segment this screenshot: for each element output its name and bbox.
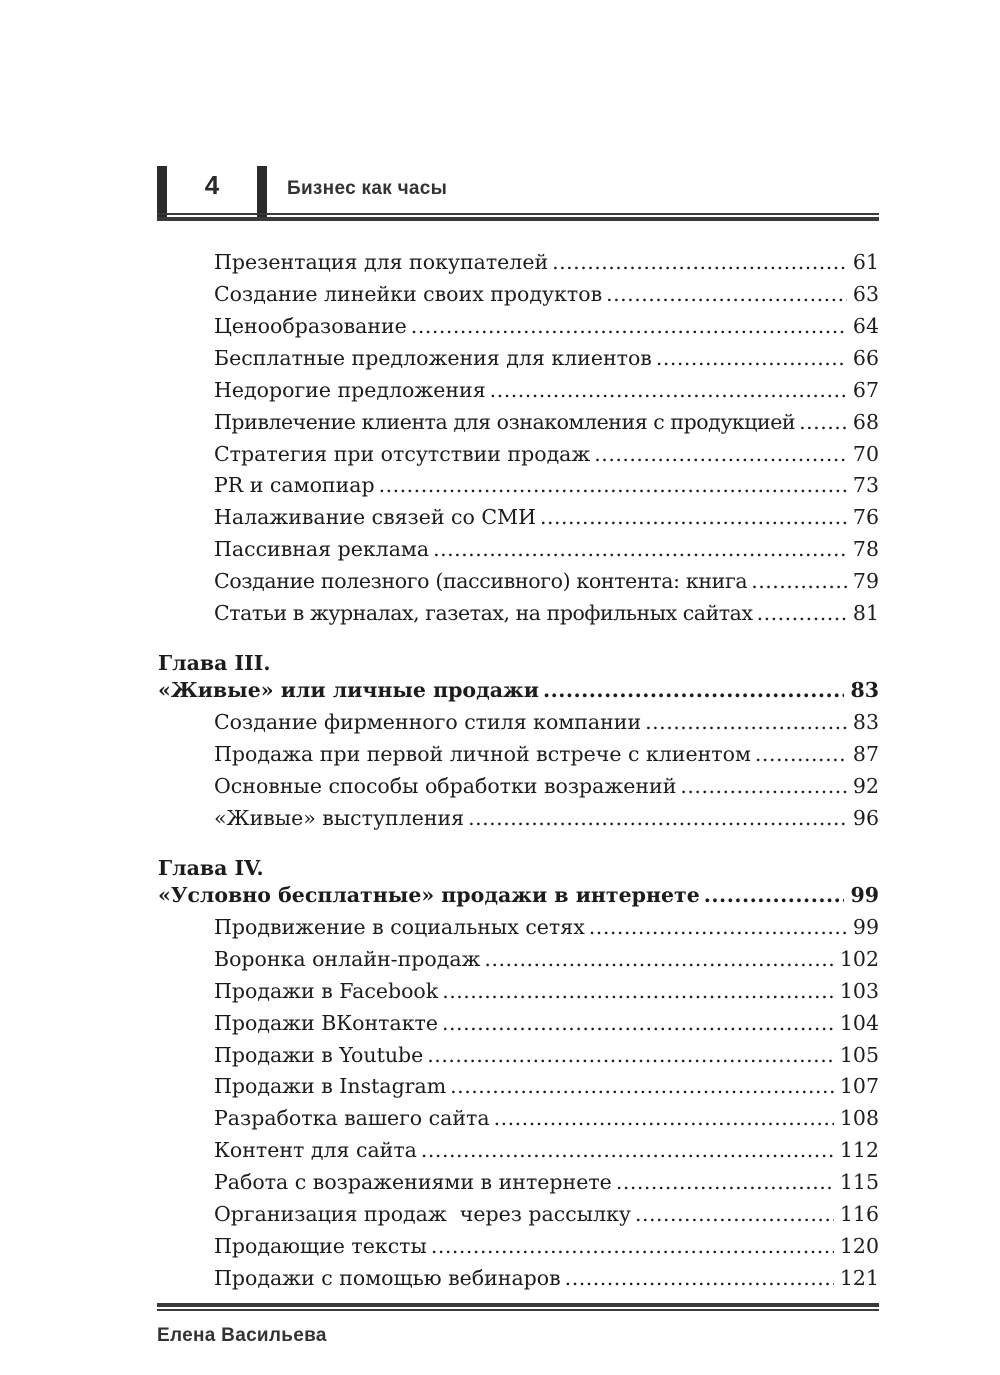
toc-entry[interactable]	[214, 375, 879, 405]
running-title: Бизнес как часы	[287, 178, 448, 199]
page-number: 4	[204, 170, 220, 200]
footer-rule-thin	[157, 1309, 879, 1311]
toc-entry-page: 121	[839, 1266, 879, 1290]
toc-dot-leader	[755, 739, 847, 769]
toc-entry[interactable]	[214, 279, 879, 309]
toc-entry-page: 102	[839, 947, 879, 971]
toc-entry-page: 92	[852, 774, 879, 798]
toc-entry-title: Презентация для покупателей	[214, 250, 549, 274]
toc-entry[interactable]	[214, 1071, 879, 1101]
toc-dot-leader	[635, 1199, 834, 1229]
toc-chapter-entry[interactable]	[158, 675, 879, 705]
toc-dot-leader	[411, 311, 847, 341]
toc-entry-page: 83	[852, 710, 879, 734]
toc-dot-leader	[606, 279, 847, 309]
toc-dot-leader	[490, 375, 847, 405]
toc-dot-leader	[757, 598, 847, 628]
toc-entry[interactable]	[214, 976, 879, 1006]
header-rule-thick	[157, 217, 879, 221]
toc-entry-page: 73	[852, 473, 879, 497]
toc-dot-leader	[680, 771, 847, 801]
toc-dot-leader	[751, 566, 847, 596]
toc-entry[interactable]	[214, 739, 879, 769]
toc-dot-leader	[427, 1040, 834, 1070]
toc-entry[interactable]	[214, 707, 879, 737]
toc-entry[interactable]	[214, 343, 879, 373]
toc-entry-page: 115	[839, 1170, 879, 1194]
toc-dot-leader	[543, 675, 845, 705]
toc-entry-title: Воронка онлайн-продаж	[214, 947, 481, 971]
toc-entry-title: Статьи в журналах, газетах, на профильных сайтах	[214, 601, 753, 625]
toc-dot-leader	[421, 1135, 834, 1165]
toc-entry-title: Создание полезного (пассивного) контента: книга	[214, 569, 748, 593]
toc-entry-title: Продажа при первой личной встрече с клиентом	[214, 742, 751, 766]
toc-entry-title: Недорогие предложения	[214, 378, 486, 402]
toc-dot-leader	[589, 912, 847, 942]
toc-entry-page: 104	[839, 1011, 879, 1035]
toc-entry[interactable]	[214, 598, 879, 628]
author-name: Елена Васильева	[157, 1325, 327, 1346]
header-bar-left	[157, 166, 167, 217]
toc-entry-title: Продажи в Youtube	[214, 1043, 424, 1067]
toc-entry-page: 116	[839, 1202, 879, 1226]
toc-entry[interactable]	[214, 566, 879, 596]
toc-entry[interactable]	[214, 1040, 879, 1070]
toc-entry-title: Продажи в Facebook	[214, 979, 439, 1003]
toc-entry-page: 105	[839, 1043, 879, 1067]
toc-entry-title: Работа с возражениями в интернете	[214, 1170, 612, 1194]
toc-dot-leader	[565, 1263, 834, 1293]
toc-dot-leader	[450, 1071, 834, 1101]
toc-entry-title: Бесплатные предложения для клиентов	[214, 346, 652, 370]
toc-dot-leader	[442, 976, 834, 1006]
toc-entry[interactable]	[214, 771, 879, 801]
chapter-label: Глава IV.	[158, 856, 264, 880]
header-bar-separator	[257, 166, 267, 217]
toc-entry[interactable]	[214, 1199, 879, 1229]
footer-rule-thick	[157, 1303, 879, 1307]
toc-entry-title: PR и самопиар	[214, 473, 375, 497]
toc-entry-page: 63	[852, 282, 879, 306]
toc-entry[interactable]	[214, 311, 879, 341]
toc-chapter-title: «Живые» или личные продажи	[158, 678, 539, 702]
toc-entry-title: Продажи ВКонтакте	[214, 1011, 439, 1035]
toc-dot-leader	[594, 439, 847, 469]
toc-dot-leader	[616, 1167, 834, 1197]
toc-entry-title: Продвижение в социальных сетях	[214, 915, 585, 939]
toc-entry[interactable]	[214, 944, 879, 974]
toc-chapter-entry[interactable]	[158, 880, 879, 910]
toc-entry-page: 68	[852, 410, 879, 434]
toc-entry[interactable]	[214, 1008, 879, 1038]
toc-dot-leader	[552, 247, 847, 277]
toc-entry-page: 64	[852, 314, 879, 338]
toc-chapter-page: 83	[850, 678, 879, 702]
toc-dot-leader	[484, 944, 833, 974]
toc-entry-page: 103	[839, 979, 879, 1003]
toc-entry-title: Контент для сайта	[214, 1138, 417, 1162]
toc-entry-page: 76	[852, 505, 879, 529]
toc-entry-page: 81	[852, 601, 879, 625]
toc-dot-leader	[379, 470, 847, 500]
toc-entry-title: Продающие тексты	[214, 1234, 427, 1258]
toc-dot-leader	[442, 1008, 834, 1038]
toc-dot-leader	[704, 880, 845, 910]
toc-entry-page: 107	[839, 1074, 879, 1098]
toc-entry[interactable]	[214, 407, 879, 437]
toc-dot-leader	[540, 502, 847, 532]
toc-entry[interactable]	[214, 1231, 879, 1261]
toc-entry-page: 112	[839, 1138, 879, 1162]
toc-entry[interactable]	[214, 247, 879, 277]
toc-entry-title: Привлечение клиента для ознакомления с продукцией	[214, 410, 796, 434]
toc-dot-leader	[433, 534, 847, 564]
toc-dot-leader	[799, 407, 847, 437]
toc-entry[interactable]	[214, 1103, 879, 1133]
toc-entry-title: Создание фирменного стиля компании	[214, 710, 642, 734]
toc-entry[interactable]	[214, 1135, 879, 1165]
toc-dot-leader	[468, 803, 847, 833]
toc-entry-title: Ценообразование	[214, 314, 407, 338]
chapter-label: Глава III.	[158, 651, 271, 675]
toc-entry[interactable]	[214, 1263, 879, 1293]
toc-entry[interactable]	[214, 439, 879, 469]
toc-dot-leader	[645, 707, 847, 737]
toc-entry[interactable]	[214, 1167, 879, 1197]
toc-chapter-page: 99	[850, 883, 879, 907]
toc-chapter-title: «Условно бесплатные» продажи в интернете	[158, 883, 700, 907]
toc-entry-page: 67	[852, 378, 879, 402]
toc-entry-page: 79	[852, 569, 879, 593]
toc-dot-leader	[494, 1103, 834, 1133]
header-rule-thin	[157, 213, 879, 215]
toc-entry-page: 120	[839, 1234, 879, 1258]
toc-entry[interactable]	[214, 534, 879, 564]
toc-entry-title: Продажи в Instagram	[214, 1074, 447, 1098]
toc-entry-title: Организация продаж через рассылку	[214, 1202, 631, 1226]
toc-entry-title: Стратегия при отсутствии продаж	[214, 442, 591, 466]
toc-entry-title: «Живые» выступления	[214, 806, 465, 830]
toc-entry-page: 96	[852, 806, 879, 830]
toc-entry-page: 70	[852, 442, 879, 466]
toc-entry-title: Налаживание связей со СМИ	[214, 505, 536, 529]
toc-entry[interactable]	[214, 470, 879, 500]
toc-entry-title: Пассивная реклама	[214, 537, 430, 561]
toc-entry-page: 87	[852, 742, 879, 766]
toc-dot-leader	[656, 343, 847, 373]
toc-entry[interactable]	[214, 803, 879, 833]
toc-dot-leader	[431, 1231, 834, 1261]
toc-entry-page: 108	[839, 1106, 879, 1130]
toc-entry-page: 99	[852, 915, 879, 939]
toc-entry-title: Разработка вашего сайта	[214, 1106, 490, 1130]
toc-entry[interactable]	[214, 502, 879, 532]
toc-entry-page: 66	[852, 346, 879, 370]
toc-entry-title: Продажи с помощью вебинаров	[214, 1266, 561, 1290]
toc-entry-title: Создание линейки своих продуктов	[214, 282, 603, 306]
toc-entry-title: Основные способы обработки возражений	[214, 774, 677, 798]
toc-entry-page: 78	[852, 537, 879, 561]
toc-entry-page: 61	[852, 250, 879, 274]
toc-entry[interactable]	[214, 912, 879, 942]
